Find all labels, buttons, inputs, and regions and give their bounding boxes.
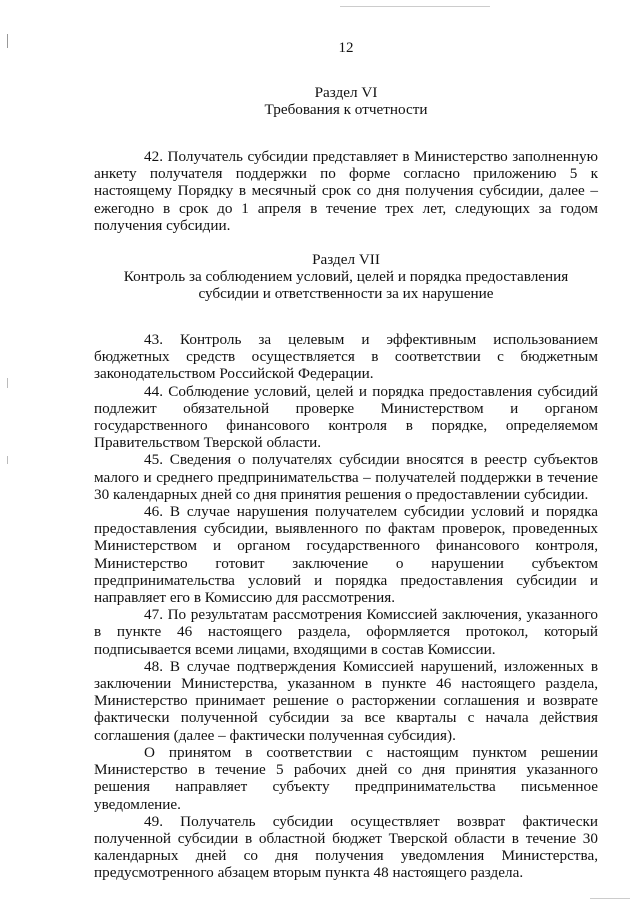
paragraph-49: 49. Получатель субсидии осуществляет возврат фактически полученной субсидии в областной бюджет Тверской области в течение 30 календарных дней со дня получения уведомления Министерства, предусмотренного абзацем вторым пункта 48 настоящего раздела. bbox=[94, 812, 598, 882]
paragraph-48-notice: О принятом в соответствии с настоящим пунктом решении Министерство в течение 5 рабочих дней со дня принятия указанного решения направляет субъекту предпринимательства письменное уведомление. bbox=[94, 743, 598, 813]
section-subtitle: субсидии и ответственности за их нарушение bbox=[198, 285, 494, 303]
section-subtitle: Требования к отчетности bbox=[264, 101, 428, 118]
page-number: 12 bbox=[338, 40, 354, 56]
paragraph-47: 47. По результатам рассмотрения Комиссией заключения, указанного в пункте 46 настоящего раздела, оформляется протокол, который подписывается всеми лицами, входящими в состав Комиссии. bbox=[94, 606, 598, 658]
page-content bbox=[94, 40, 598, 882]
section-subtitle: Контроль за соблюдением условий, целей и порядка предоставления bbox=[123, 268, 569, 286]
scan-artifact bbox=[340, 6, 490, 7]
section-6 bbox=[94, 84, 598, 234]
section-title: Раздел VI bbox=[314, 84, 378, 101]
scan-artifact bbox=[7, 456, 8, 464]
paragraph-48: 48. В случае подтверждения Комиссией нарушений, изложенных в заключении Министерства, указанном в пункте 46 настоящего раздела, Министерство принимает решение о расторжении соглашения и возврате фактически полученной субсидии за все кварталы с начала действия соглашения (далее – фактически полученная субсидия). bbox=[94, 657, 598, 744]
paragraph-42: 42. Получатель субсидии представляет в Министерство заполненную анкету получателя поддержки по форме согласно приложению 5 к настоящему Порядку в месячный срок со дня получения субсидии, далее – ежегодно в срок до 1 апреля в течение трех лет, следующих за годом получения субсидии. bbox=[94, 148, 598, 234]
paragraph-45: 45. Сведения о получателях субсидии вносятся в реестр субъектов малого и среднего предпринимательства – получателей поддержки в течение 30 календарных дней со дня принятия решения о предоставлении субсидии. bbox=[94, 451, 598, 503]
paragraph-44: 44. Соблюдение условий, целей и порядка предоставления субсидий подлежит обязательной проверке Министерством и органом государственного финансового контроля в порядке, определяемом Правительством Тверской области. bbox=[94, 382, 598, 452]
section-7 bbox=[94, 251, 598, 882]
scan-artifact bbox=[7, 378, 8, 388]
scan-artifact bbox=[7, 34, 8, 48]
paragraph-43: 43. Контроль за целевым и эффективным использованием бюджетных средств осуществляется в соответствии с бюджетным законодательством Российской Федерации. bbox=[94, 331, 598, 383]
scan-artifact bbox=[590, 898, 630, 899]
section-title: Раздел VII bbox=[312, 251, 380, 269]
paragraph-46: 46. В случае нарушения получателем субсидии условий и порядка предоставления субсидии, выявленного по фактам проверок, проведенных Министерством и органом государственного финансового контроля, Министерство готовит заключение о нарушении субъектом предпринимательства условий и порядка предоставления субсидии и направляет его в Комиссию для рассмотрения. bbox=[94, 503, 598, 607]
